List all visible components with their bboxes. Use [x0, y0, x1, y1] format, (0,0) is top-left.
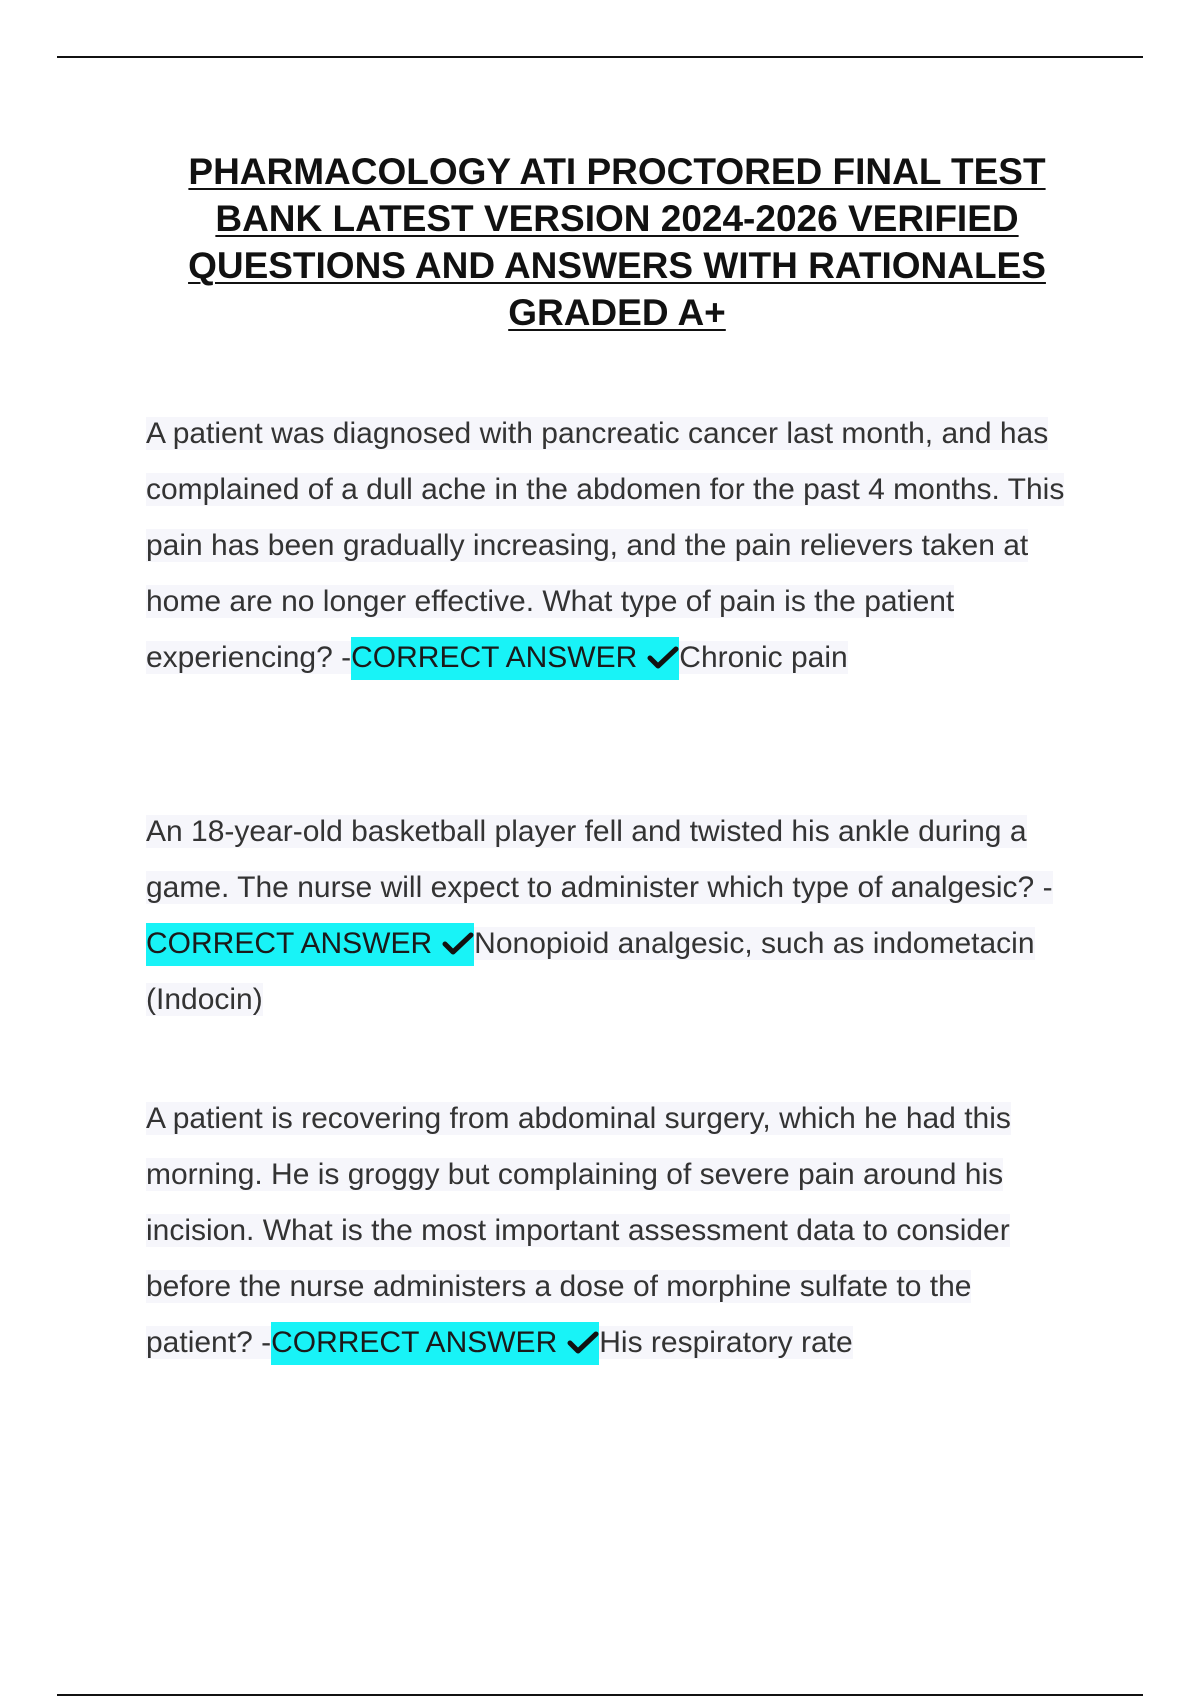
correct-answer-highlight	[351, 637, 679, 680]
question-text: A patient was diagnosed with pancreatic cancer last month, and has complained of a dull ache in the abdomen for the past 4 months. This pain has been gradually increasing, and the pain relievers taken at home are no longer effective. What type of pain is the patient experiencing? -	[146, 417, 1065, 674]
checkmark-icon	[442, 931, 474, 957]
answer-text: Chronic pain	[679, 641, 848, 674]
answer-text: Nonopioid analgesic, such as indometacin (Indocin)	[146, 927, 1035, 1016]
correct-answer-label: CORRECT ANSWER	[271, 1326, 558, 1359]
checkmark-icon	[647, 645, 679, 671]
correct-answer-highlight	[146, 923, 474, 966]
answer-text: His respiratory rate	[599, 1326, 853, 1359]
document-title: PHARMACOLOGY ATI PROCTORED FINAL TEST BANK LATEST VERSION 2024-2026 VERIFIED QUESTIONS AND ANSWERS WITH RATIONALES GRADED A+	[188, 151, 1046, 333]
question-text: A patient is recovering from abdominal surgery, which he had this morning. He is groggy but complaining of severe pain around his incision. What is the most important assessment data to consider before the nurse administers a dose of morphine sulfate to the patient? -	[146, 1102, 1011, 1359]
question-text: An 18-year-old basketball player fell and twisted his ankle during a game. The nurse will expect to administer which type of analgesic? -	[146, 815, 1053, 904]
top-divider	[57, 56, 1143, 58]
correct-answer-label: CORRECT ANSWER	[351, 641, 638, 674]
correct-answer-highlight	[271, 1322, 599, 1365]
correct-answer-label: CORRECT ANSWER	[146, 927, 433, 960]
checkmark-icon	[567, 1330, 599, 1356]
qa-item	[146, 1091, 1086, 1371]
bottom-divider	[57, 1694, 1143, 1696]
qa-item	[146, 406, 1086, 686]
qa-item	[146, 804, 1086, 1028]
